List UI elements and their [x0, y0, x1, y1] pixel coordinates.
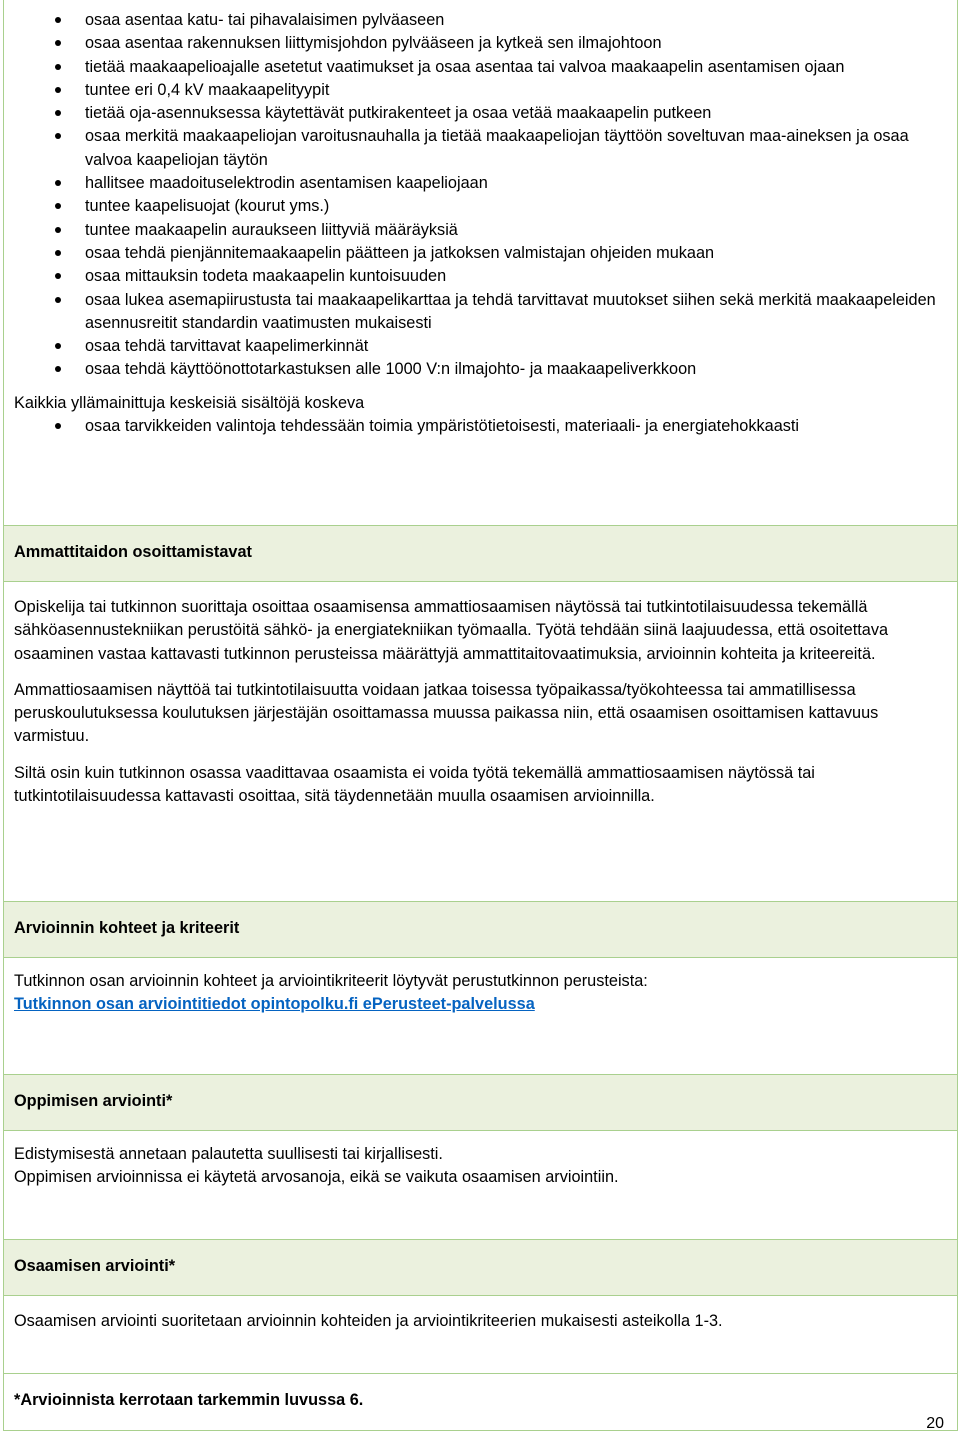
criteria-text: Tutkinnon osan arvioinnin kohteet ja arviointikriteerit löytyvät perustutkinnon perusteista:	[14, 972, 648, 990]
footnote: *Arvioinnista kerrotaan tarkemmin luvussa 6.	[4, 1374, 957, 1431]
common-list	[4, 415, 957, 438]
list-item: osaa merkitä maakaapeliojan varoitusnauhalla ja tietää maakaapeliojan täyttöön soveltuvan maa-aineksen ja osaa valvoa kaapeliojan täytön	[4, 125, 957, 172]
learning-line-2: Oppimisen arvioinnissa ei käytetä arvosanoja, eikä se vaikuta osaamisen arviointiin.	[14, 1168, 619, 1187]
list-item: tuntee kaapelisuojat (kourut yms.)	[4, 195, 957, 218]
demo-paragraph-1: Opiskelija tai tutkinnon suorittaja osoittaa osaamisensa ammattiosaamisen näytössä tai tutkintotilaisuudessa tekemällä sähköasennustekniikan perustöitä sähkö- ja energiatekniikan työmaalla. Työtä tehdään siinä laajuudessa, että osoitettava osaaminen vastaa kattavasti tutkinnon perusteissa määrättyjä ammattitaitovaatimuksia, arvioinnin kohteita ja kriteereitä.	[14, 598, 889, 663]
common-heading: Kaikkia yllämainittuja keskeisiä sisältöjä koskeva	[14, 393, 365, 412]
list-item: osaa tehdä pienjännitemaakaapelin päätteen ja jatkoksen valmistajan ohjeiden mukaan	[4, 242, 957, 265]
list-item: osaa tehdä tarvittavat kaapelimerkinnät	[4, 335, 957, 358]
demo-paragraph-3: Siltä osin kuin tutkinnon osassa vaadittavaa osaamista ei voida työtä tekemällä ammattiosaamisen näytössä tai tutkintotilaisuudessa kattavasti osoittaa, sitä täydennetään muulla osaamisen arvioinnilla.	[14, 763, 815, 806]
list-item: osaa tarvikkeiden valintoja tehdessään toimia ympäristötietoisesti, materiaali- ja energiatehokkaasti	[4, 415, 957, 438]
list-item: osaa asentaa rakennuksen liittymisjohdon pylvääseen ja kytkeä sen ilmajohtoon	[4, 32, 957, 55]
page-number: 20	[926, 1415, 944, 1432]
section-body-competence	[4, 1296, 957, 1374]
content-cell	[4, 0, 957, 526]
section-body-criteria	[4, 958, 957, 1075]
section-heading-competence: Osaamisen arviointi*	[4, 1240, 957, 1296]
section-heading-criteria: Arvioinnin kohteet ja kriteerit	[4, 902, 957, 958]
section-heading-learning: Oppimisen arviointi*	[4, 1075, 957, 1131]
list-item: tuntee eri 0,4 kV maakaapelityypit	[4, 79, 957, 102]
learning-line-1: Edistymisestä annetaan palautetta suullisesti tai kirjallisesti.	[14, 1145, 443, 1163]
section-body-demo	[4, 582, 957, 902]
list-item: tietää maakaapelioajalle asetetut vaatimukset ja osaa asentaa tai valvoa maakaapelin asentamisen ojaan	[4, 56, 957, 79]
criteria-link[interactable]: Tutkinnon osan arviointitiedot opintopolku.fi ePerusteet-palvelussa	[14, 995, 535, 1014]
demo-paragraph-2: Ammattiosaamisen näyttöä tai tutkintotilaisuutta voidaan jatkaa toisessa työpaikassa/työkohteessa tai ammatillisessa peruskoulutuksessa koulutuksen järjestäjän osoittamassa muussa paikassa niin, että osaamisen osoittamisen kattavuus varmistuu.	[14, 680, 879, 746]
content-table	[3, 0, 958, 1431]
list-item: osaa mittauksin todeta maakaapelin kuntoisuuden	[4, 265, 957, 288]
list-item: osaa lukea asemapiirustusta tai maakaapelikarttaa ja tehdä tarvittavat muutokset siihen sekä merkitä maakaapeleiden asennusreitit standardin vaatimusten mukaisesti	[4, 289, 957, 336]
list-item: hallitsee maadoituselektrodin asentamisen kaapeliojaan	[4, 172, 957, 195]
list-item: tuntee maakaapelin auraukseen liittyviä määräyksiä	[4, 219, 957, 242]
list-item: osaa asentaa katu- tai pihavalaisimen pylväaseen	[4, 9, 957, 32]
competence-text: Osaamisen arviointi suoritetaan arvioinnin kohteiden ja arviointikriteerien mukaisesti asteikolla 1-3.	[14, 1312, 723, 1330]
list-item: osaa tehdä käyttöönottotarkastuksen alle 1000 V:n ilmajohto- ja maakaapeliverkkoon	[4, 358, 957, 381]
section-body-learning	[4, 1131, 957, 1240]
list-item: tietää oja-asennuksessa käytettävät putkirakenteet ja osaa vetää maakaapelin putkeen	[4, 102, 957, 125]
skills-list	[4, 9, 957, 382]
section-heading-demo: Ammattitaidon osoittamistavat	[4, 526, 957, 582]
